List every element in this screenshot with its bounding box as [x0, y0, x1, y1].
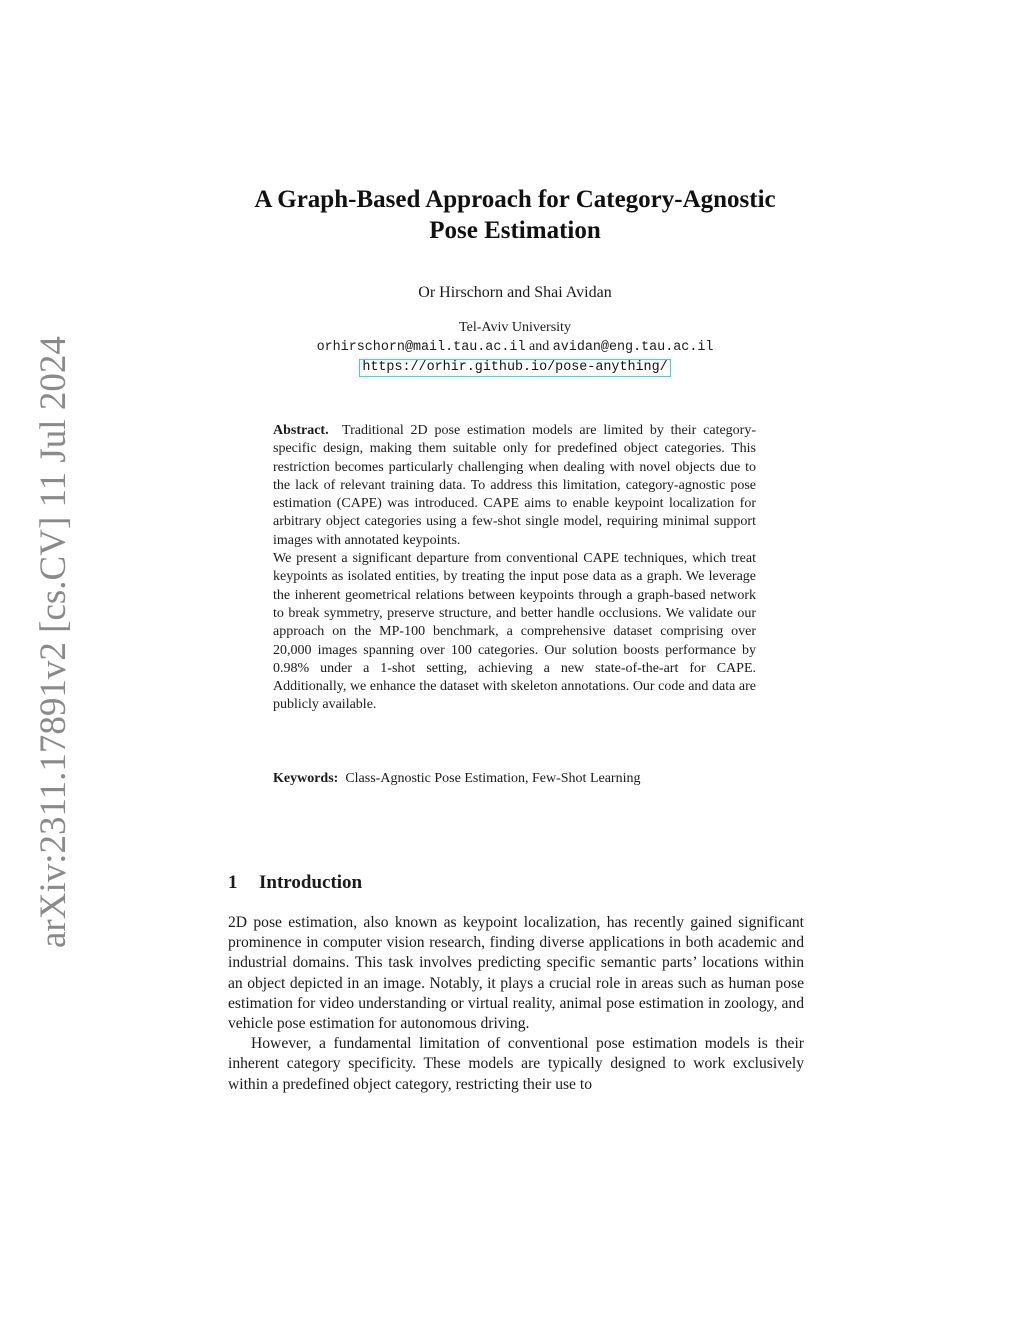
paper-title: [200, 184, 830, 246]
body-paragraph-1: 2D pose estimation, also known as keypoint localization, has recently gained significant prominence in computer vision research, finding diverse applications in both academic and industrial domains. This task involves predicting specific semantic parts’ locations within an object depicted in an image. Notably, it plays a crucial role in areas such as human pose estimation for video understanding or virtual reality, animal pose estimation in zoology, and vehicle pose estimation for autonomous driving.: [228, 914, 804, 1033]
section-title: Introduction: [259, 872, 363, 893]
keywords: [273, 770, 756, 788]
section-heading-introduction: [228, 871, 362, 895]
abstract-paragraph-2: We present a significant departure from conventional CAPE techniques, which treat keypoints as isolated entities, by treating the input pose data as a graph. We leverage the inherent geometrical relations between keypoints through a graph-based network to break symmetry, preserve structure, and better handle occlusions. We validate our approach on the MP-100 benchmark, a comprehensive dataset comprising over 20,000 images spanning over 100 categories. Our solution boosts performance by 0.98% under a 1-shot setting, achieving a new state-of-the-art for CAPE. Additionally, we enhance the dataset with skeleton annotations. Our code and data are publicly available.: [273, 551, 756, 713]
paper-title-line-1: A Graph-Based Approach for Category-Agnostic: [254, 186, 776, 213]
title-block: [200, 184, 830, 246]
paper-title-line-2: Pose Estimation: [429, 217, 601, 244]
email-link-hirschorn[interactable]: orhirschorn@mail.tau.ac.il: [316, 340, 526, 355]
email-line: [200, 337, 830, 357]
keywords-label: Keywords:: [273, 771, 339, 786]
keywords-text: Class-Agnostic Pose Estimation, Few-Shot Learning: [345, 771, 641, 786]
project-url-line: [200, 357, 830, 377]
author-list: Or Hirschorn and Shai Avidan: [418, 284, 612, 301]
institution: Tel-Aviv University: [459, 320, 571, 335]
introduction-body: [228, 913, 804, 1095]
abstract-paragraph-1: [273, 422, 756, 550]
affiliation-block: [200, 318, 830, 377]
email-joiner: and: [529, 339, 550, 354]
abstract: [273, 422, 756, 715]
arxiv-identifier-stamp: arXiv:2311.17891v2 [cs.CV] 11 Jul 2024: [33, 336, 74, 948]
abstract-paragraph-1-text: Traditional 2D pose estimation models are limited by their category-specific design, making them suitable only for predefined object categories. This restriction becomes particularly challenging when dealing with novel objects due to the lack of relevant training data. To address this limitation, category-agnostic pose estimation (CAPE) was introduced. CAPE aims to enable keypoint localization for arbitrary object categories using a few-shot single model, requiring minimal support images with annotated keypoints.: [273, 423, 756, 548]
email-link-avidan[interactable]: avidan@eng.tau.ac.il: [552, 340, 714, 355]
abstract-label: Abstract.: [273, 423, 329, 438]
body-paragraph-2: However, a fundamental limitation of conventional pose estimation models is their inherent category specificity. These models are typically designed to work exclusively within a predefined object category, restricting their use to: [228, 1035, 804, 1093]
project-url-link[interactable]: https://orhir.github.io/pose-anything/: [359, 359, 670, 377]
section-number: 1: [228, 872, 238, 893]
